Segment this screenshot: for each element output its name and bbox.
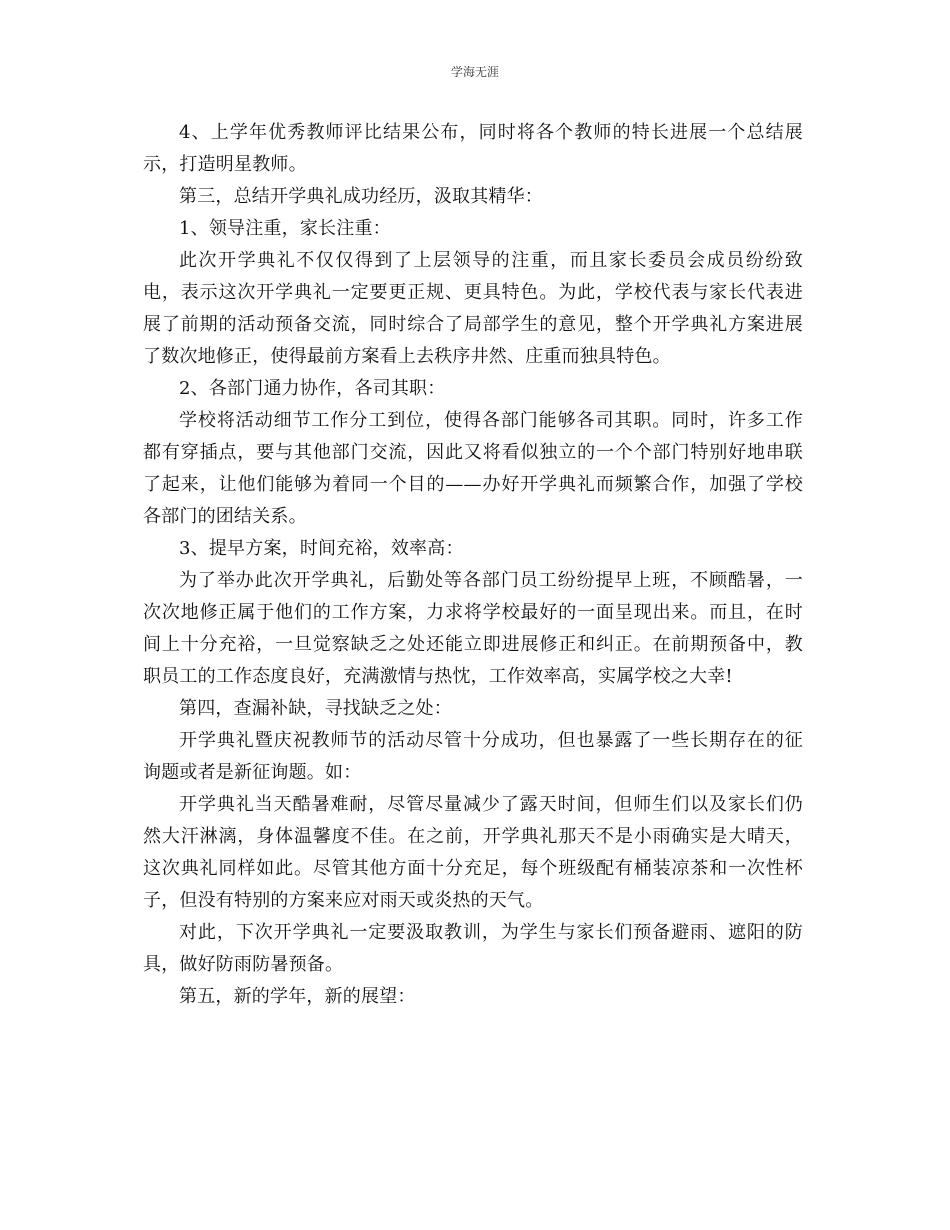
text-line: 电，表示这次开学典礼一定要更正规、更具特色。为此，学校代表与家长代表进 <box>143 282 803 303</box>
subheading: 1、领导注重，家长注重： <box>179 218 391 239</box>
text-line: 开学典礼当天酷暑难耐，尽管尽量减少了露天时间，但师生们以及家长们仍 <box>179 794 803 815</box>
section-heading: 第五，新的学年，新的展望： <box>179 986 416 1007</box>
section-heading: 第四，查漏补缺，寻找缺乏之处： <box>179 698 452 719</box>
section-heading: 第三，总结开学典礼成功经历，汲取其精华： <box>179 186 543 207</box>
text-line: 询题或者是新征询题。如： <box>143 762 362 783</box>
text-line: 4、上学年优秀教师评比结果公布，同时将各个教师的特长进展一个总结展 <box>179 122 803 143</box>
text-line: 然大汗淋漓，身体温馨度不佳。在之前，开学典礼那天不是小雨确实是大晴天， <box>143 826 803 847</box>
text-line: 各部门的团结关系。 <box>143 506 307 527</box>
document-body <box>143 117 803 1013</box>
text-line: 了起来，让他们能够为着同一个目的——办好开学典礼而频繁合作，加强了学校 <box>143 474 803 495</box>
subheading: 2、各部门通力协作，各司其职： <box>179 378 446 399</box>
text-line: 为了举办此次开学典礼，后勤处等各部门员工纷纷提早上班，不顾酷暑，一 <box>179 570 803 591</box>
text-line: 对此，下次开学典礼一定要汲取教训，为学生与家长们预备避雨、遮阳的防 <box>179 922 803 943</box>
text-line: 间上十分充裕，一旦觉察缺乏之处还能立即进展修正和纠正。在前期预备中，教 <box>143 634 803 655</box>
text-line: 开学典礼暨庆祝教师节的活动尽管十分成功，但也暴露了一些长期存在的征 <box>179 730 803 751</box>
text-line: 这次典礼同样如此。尽管其他方面十分充足，每个班级配有桶装凉茶和一次性杯 <box>143 858 803 879</box>
subheading: 3、提早方案，时间充裕，效率高： <box>179 538 464 559</box>
text-line: 展了前期的活动预备交流，同时综合了局部学生的意见，整个开学典礼方案进展 <box>143 314 803 335</box>
page-header: 学海无涯 <box>450 65 499 79</box>
text-line: 职员工的工作态度良好，充满激情与热忱，工作效率高，实属学校之大幸! <box>143 666 733 687</box>
text-line: 子，但没有特别的方案来应对雨天或炎热的天气。 <box>143 890 544 911</box>
text-line: 具，做好防雨防暑预备。 <box>143 954 344 975</box>
text-line: 了数次地修正，使得最前方案看上去秩序井然、庄重而独具特色。 <box>143 346 671 367</box>
text-line: 次次地修正属于他们的工作方案，力求将学校最好的一面呈现出来。而且，在时 <box>143 602 803 623</box>
text-line: 学校将活动细节工作分工到位，使得各部门能够各司其职。同时，许多工作 <box>179 410 803 431</box>
text-line: 示，打造明星教师。 <box>143 154 307 175</box>
text-line: 此次开学典礼不仅仅得到了上层领导的注重，而且家长委员会成员纷纷致 <box>179 250 803 271</box>
text-line: 都有穿插点，要与其他部门交流，因此又将看似独立的一个个部门特别好地串联 <box>143 442 803 463</box>
